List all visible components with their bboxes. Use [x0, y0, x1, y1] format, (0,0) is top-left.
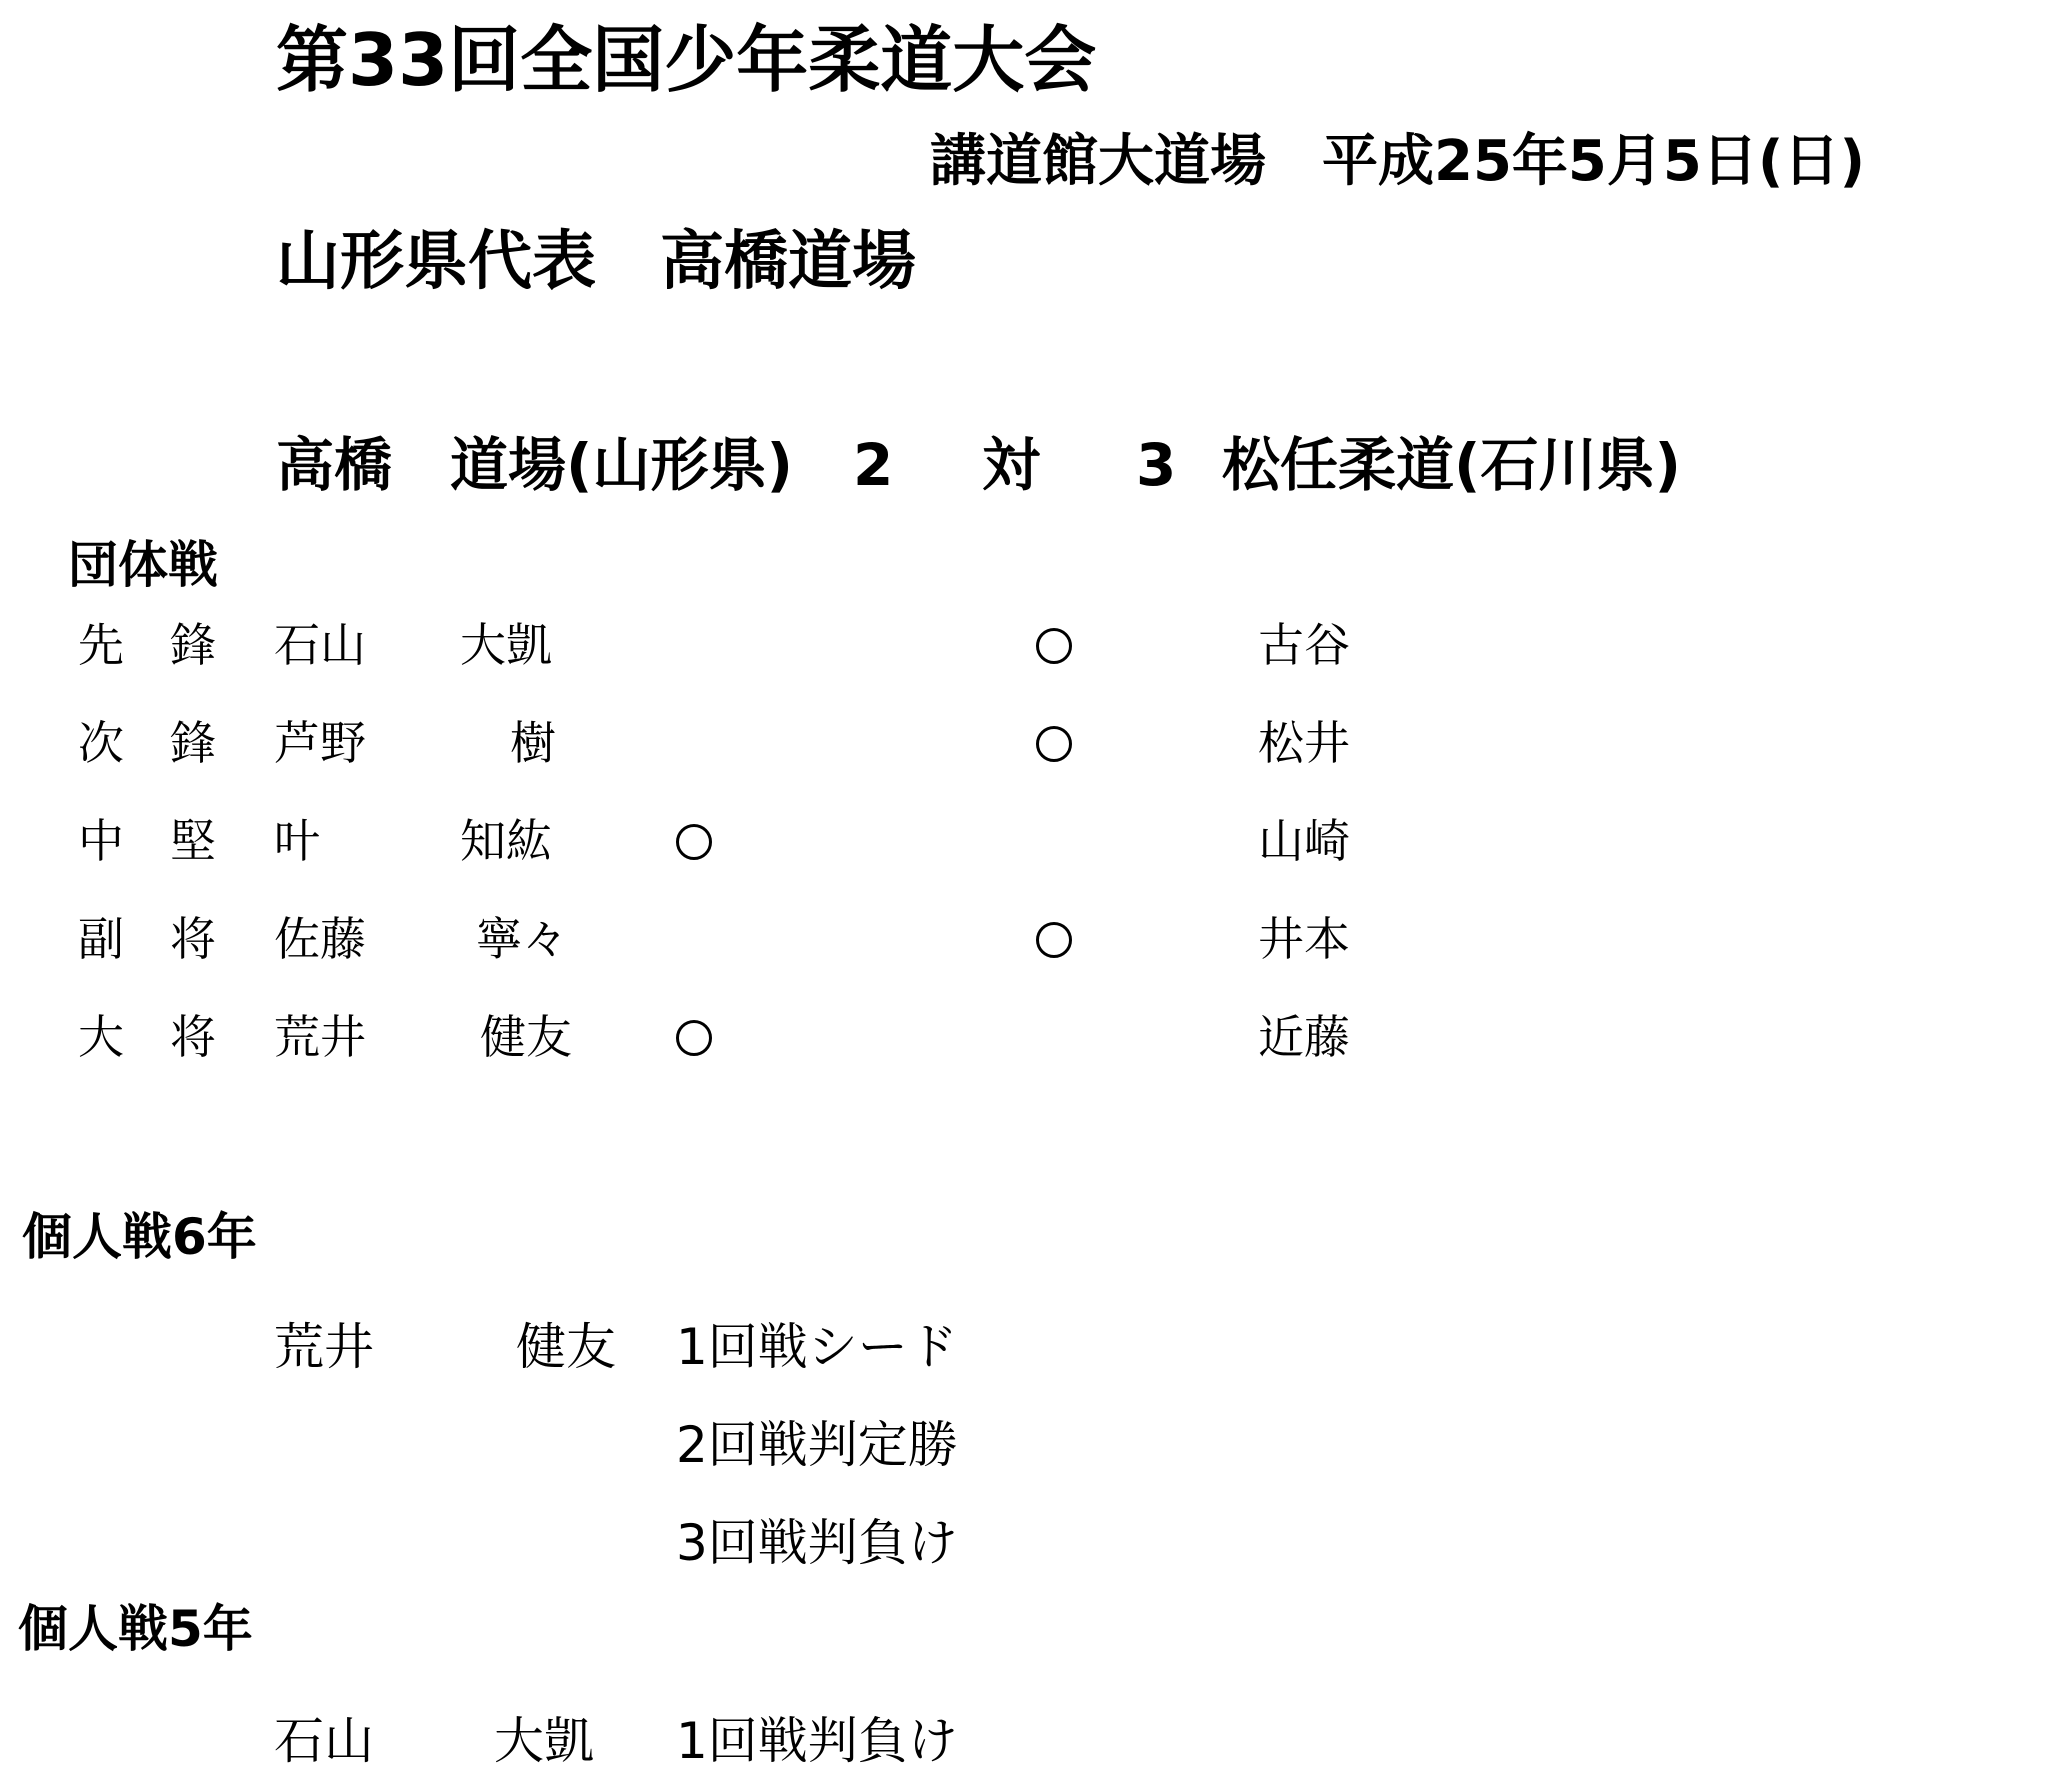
result-item: 2回戦判定勝 [676, 1416, 958, 1474]
position-label: 大 将 [78, 1010, 216, 1064]
position-label: 先 鋒 [78, 618, 216, 672]
individual-5-heading: 個人戦5年 [18, 1600, 253, 1658]
opponent-name: 近藤 [1258, 1010, 1350, 1064]
opponent-name: 古谷 [1258, 618, 1350, 672]
home-player-surname: 叶 [274, 814, 320, 868]
opponent-name: 井本 [1258, 912, 1350, 966]
opponent-name: 山崎 [1258, 814, 1350, 868]
versus: 対 [982, 431, 1041, 499]
player-surname: 荒井 [274, 1318, 374, 1376]
win-marker-circle-icon [1036, 726, 1072, 762]
result-item: 3回戦判負け [676, 1514, 958, 1572]
player-surname: 石山 [274, 1712, 374, 1770]
position-label: 副 将 [78, 912, 216, 966]
win-marker-circle-icon [676, 824, 712, 860]
home-player-surname: 荒井 [274, 1010, 366, 1064]
win-marker-circle-icon [676, 1020, 712, 1056]
away-team: 松任柔道(石川県) [1222, 431, 1682, 499]
home-score: 2 [853, 431, 894, 499]
away-score: 3 [1136, 431, 1177, 499]
player-given: 健友 [516, 1318, 616, 1376]
home-player-surname: 芦野 [274, 716, 366, 770]
home-player-given: 知紘 [460, 814, 552, 868]
home-team: 高橋 道場(山形県) [276, 431, 794, 499]
position-label: 中 堅 [78, 814, 216, 868]
team-battle-heading: 団体戦 [68, 536, 218, 594]
win-marker-circle-icon [1036, 628, 1072, 664]
win-marker-circle-icon [1036, 922, 1072, 958]
player-given: 大凱 [494, 1712, 594, 1770]
home-player-given: 大凱 [460, 618, 552, 672]
home-player-surname: 石山 [274, 618, 366, 672]
home-player-given: 樹 [510, 716, 556, 770]
position-label: 次 鋒 [78, 716, 216, 770]
home-player-given: 健友 [480, 1010, 572, 1064]
individual-6-heading: 個人戦6年 [22, 1208, 257, 1266]
result-item: 1回戦シード [676, 1318, 958, 1376]
home-player-surname: 佐藤 [274, 912, 366, 966]
venue-date: 講道館大道場 平成25年5月5日(日) [930, 129, 1866, 194]
document-title: 第33回全国少年柔道大会 [276, 18, 1097, 102]
representative: 山形県代表 高橋道場 [276, 225, 916, 299]
result-item: 1回戦判負け [676, 1712, 958, 1770]
opponent-name: 松井 [1258, 716, 1350, 770]
home-player-given: 寧々 [476, 912, 568, 966]
